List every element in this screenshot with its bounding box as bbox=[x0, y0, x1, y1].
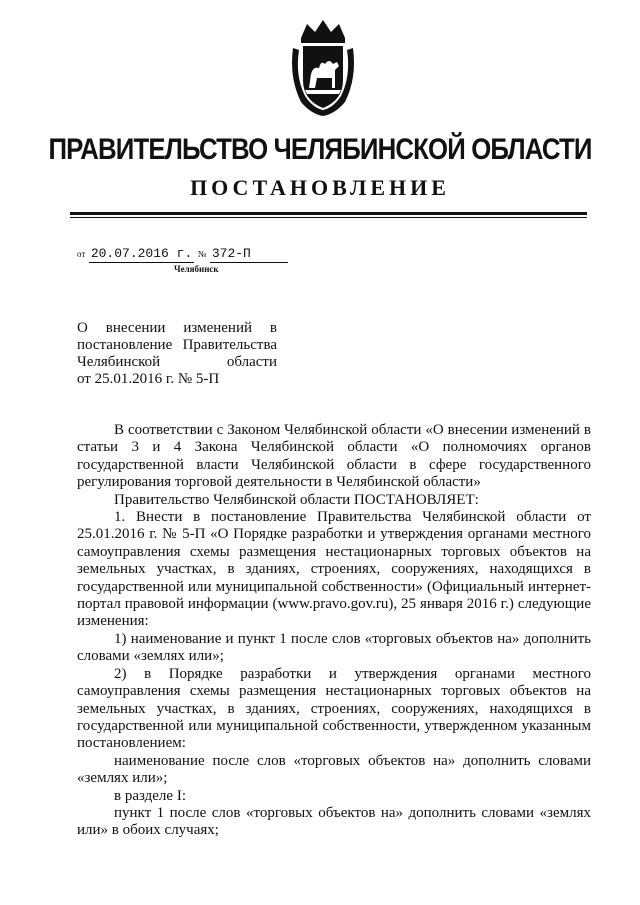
subject-line: Челябинской области bbox=[77, 354, 277, 370]
body-paragraph: В соответствии с Законом Челябинской области «О внесении изменений в статьи 3 и 4 Закона Челябинской области «О полномочиях органов государственной власти Челябинской области в сфере государственного регулирования торговой деятельности в Челябинской области» bbox=[77, 422, 591, 491]
subject-line: О внесении изменений в bbox=[77, 320, 277, 336]
document-meta bbox=[77, 246, 288, 263]
header-rule-thick bbox=[70, 212, 587, 215]
city-label: Челябинск bbox=[174, 264, 219, 274]
document-subject bbox=[77, 320, 277, 388]
government-title: ПРАВИТЕЛЬСТВО ЧЕЛЯБИНСКОЙ ОБЛАСТИ bbox=[48, 133, 592, 166]
body-paragraph: 1) наименование и пункт 1 после слов «торговых объектов на» дополнить словами «землях или»; bbox=[77, 630, 591, 665]
coat-of-arms-emblem bbox=[287, 18, 359, 118]
document-date: 20.07.2016 г. bbox=[90, 246, 193, 261]
document-type: ПОСТАНОВЛЕНИЕ bbox=[190, 175, 450, 200]
subject-line: от 25.01.2016 г. № 5-П bbox=[77, 371, 220, 387]
subject-line: постановление Правительства bbox=[77, 337, 277, 353]
body-paragraph: Правительство Челябинской области ПОСТАНОВЛЯЕТ: bbox=[114, 491, 479, 508]
document-body bbox=[77, 422, 591, 840]
header-rule-thin bbox=[70, 217, 587, 218]
document-number: 372-П bbox=[211, 246, 251, 261]
number-label: № bbox=[197, 249, 207, 259]
body-paragraph: 1. Внести в постановление Правительства Челябинской области от 25.01.2016 г. № 5-П «О Порядке разработки и утверждения органами местного самоуправления схемы размещения нестационарных торговых объектов на земельных участках, в зданиях, строениях, сооружениях, находящихся в государственной или муниципальной собственности» (Официальный интернет-портал правовой информации (www.pravo.gov.ru), 25 января 2016 г.) следующие изменения: bbox=[77, 509, 591, 630]
from-label: от bbox=[77, 249, 86, 259]
body-paragraph: 2) в Порядке разработки и утверждения органами местного самоуправления схемы размещения нестационарных торговых объектов на земельных участках, в зданиях, строениях, сооружениях, находящихся в государственной или муниципальной собственности, утвержденном указанным постановлением: bbox=[77, 665, 591, 752]
body-paragraph: наименование после слов «торговых объектов на» дополнить словами «землях или»; bbox=[77, 752, 591, 787]
body-paragraph: в разделе I: bbox=[114, 787, 186, 804]
body-paragraph: пункт 1 после слов «торговых объектов на» дополнить словами «землях или» в обоих случаях; bbox=[77, 804, 591, 839]
